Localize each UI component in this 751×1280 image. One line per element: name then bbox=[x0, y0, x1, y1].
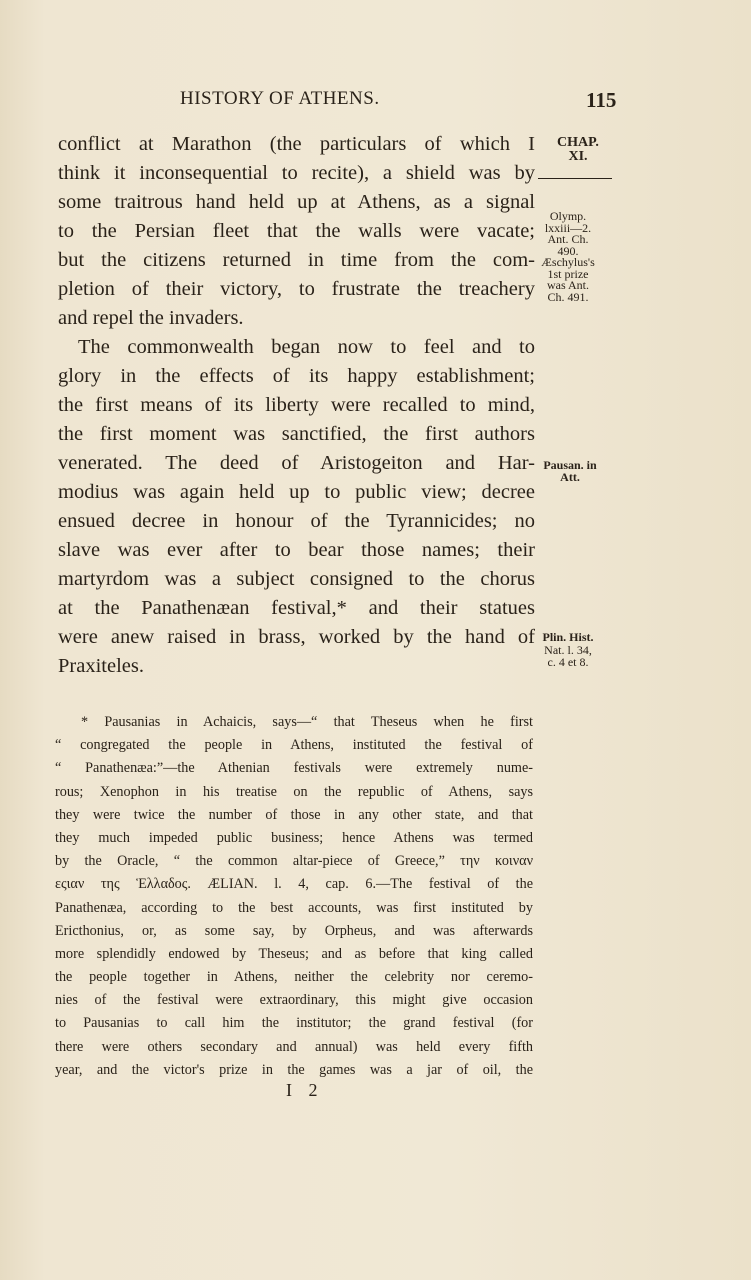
text-line: glory in the effects of its happy establishment; bbox=[58, 365, 535, 387]
text-line: the first means of its liberty were recalled to mind, bbox=[58, 394, 535, 416]
margin-note-pliny: Plin. Hist. Nat. l. 34, c. 4 et 8. bbox=[542, 630, 594, 669]
running-head bbox=[0, 88, 751, 114]
text-line: but the citizens returned in time from the com- bbox=[58, 249, 535, 271]
margin-note-chapter: CHAP. XI. bbox=[557, 135, 599, 164]
footnote-line: year, and the victor's prize in the games was a jar of oil, the bbox=[55, 1061, 533, 1078]
text-line: at the Panathenæan festival,* and their statues bbox=[58, 597, 535, 619]
text-line: think it inconsequential to recite), a shield was by bbox=[58, 162, 535, 184]
footnote-line: rous; Xenophon in his treatise on the republic of Athens, says bbox=[55, 783, 533, 800]
main-text bbox=[58, 130, 535, 681]
margin-note-olympiad: Olymp. lxxiii—2. Ant. Ch. 490. Æschylus's 1st prize was Ant. Ch. 491. bbox=[541, 209, 595, 304]
paragraph-1 bbox=[58, 130, 535, 333]
paragraph-2 bbox=[58, 333, 535, 681]
footnote-line: “ congregated the people in Athens, instituted the festival of bbox=[55, 737, 533, 754]
text-line: Praxiteles. bbox=[58, 655, 144, 677]
footnote-line: they much impeded public business; hence Athens was termed bbox=[55, 829, 533, 846]
footnote-line: there were others secondary and annual) was held every fifth bbox=[55, 1038, 533, 1055]
text-line: pletion of their victory, to frustrate the treachery bbox=[58, 278, 535, 300]
chapter-rule bbox=[538, 178, 612, 179]
text-line: were anew raised in brass, worked by the hand of bbox=[58, 626, 535, 648]
page-number: 115 bbox=[586, 88, 617, 112]
text-line: martyrdom was a subject consigned to the chorus bbox=[58, 568, 535, 590]
text-line: conflict at Marathon (the particulars of which I bbox=[58, 133, 535, 155]
footnote bbox=[55, 711, 533, 1082]
footnote-line: more splendidly endowed by Theseus; and as before that king called bbox=[55, 945, 533, 962]
footnote-line: Ericthonius, or, as some say, by Orpheus, and was afterwards bbox=[55, 922, 533, 939]
signature-mark: I 2 bbox=[286, 1080, 324, 1100]
footnote-line: * Pausanias in Achaicis, says—“ that Theseus when he first bbox=[81, 714, 533, 730]
text-line: slave was ever after to bear those names; their bbox=[58, 539, 535, 561]
margin-note-pausanias: Pausan. in Att. bbox=[543, 458, 597, 484]
text-line: to the Persian fleet that the walls were vacate; bbox=[58, 220, 535, 242]
footnote-line: by the Oracle, “ the common altar-piece of Greece,” την κοιναν bbox=[55, 853, 533, 870]
text-line: The commonwealth began now to feel and to bbox=[78, 336, 535, 358]
footnote-line: εςιαν της Ἑλλαδος. ÆLIAN. l. 4, cap. 6.—The festival of the bbox=[55, 876, 533, 893]
text-line: and repel the invaders. bbox=[58, 307, 244, 329]
text-line: modius was again held up to public view; decree bbox=[58, 481, 535, 503]
footnote-line: the people together in Athens, neither the celebrity nor ceremo- bbox=[55, 969, 533, 986]
text-line: some traitrous hand held up at Athens, as a signal bbox=[58, 191, 535, 213]
text-line: ensued decree in honour of the Tyrannicides; no bbox=[58, 510, 535, 532]
footnote-line: to Pausanias to call him the institutor; the grand festival (for bbox=[55, 1015, 533, 1032]
footnote-line: “ Panathenæa:”—the Athenian festivals were extremely nume- bbox=[55, 760, 533, 777]
text-line: the first moment was sanctified, the first authors bbox=[58, 423, 535, 445]
footnote-line: they were twice the number of those in any other state, and that bbox=[55, 806, 533, 823]
running-title: HISTORY OF ATHENS. bbox=[180, 88, 380, 109]
text-line: venerated. The deed of Aristogeiton and Har- bbox=[58, 452, 535, 474]
footnote-line: nies of the festival were extraordinary, this might give occasion bbox=[55, 992, 533, 1009]
footnote-line: Panathenæa, according to the best accounts, was first instituted by bbox=[55, 899, 533, 916]
